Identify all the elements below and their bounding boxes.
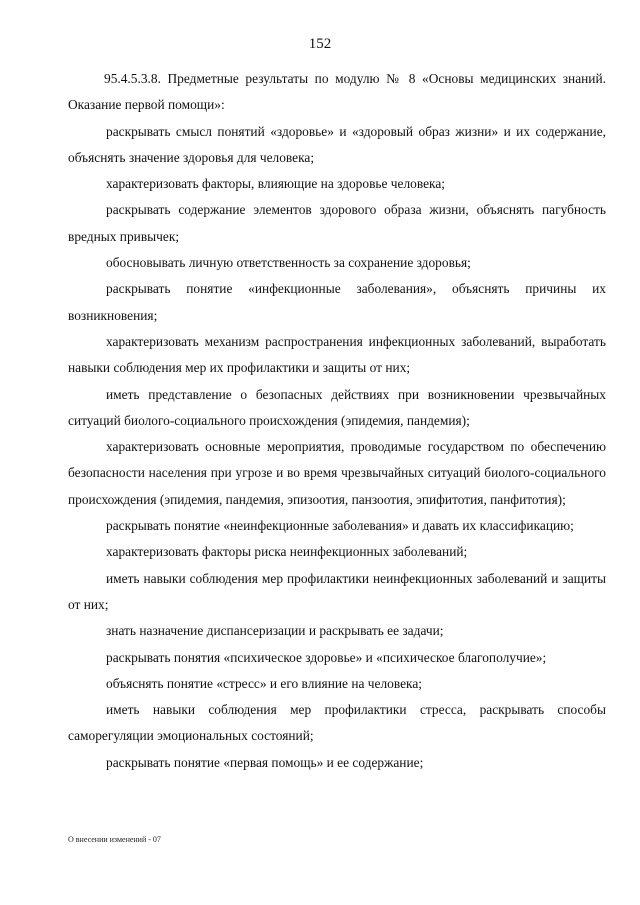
paragraph: знать назначение диспансеризации и раскрывать ее задачи; [106,623,444,639]
paragraph: раскрывать содержание элементов здорового образа жизни, объяснять пагубность вредных привычек; [68,202,606,244]
paragraph: характеризовать механизм распространения инфекционных заболеваний, выработать навыки соблюдения мер их профилактики и защиты от них; [68,333,606,376]
footer-note: О внесении изменений - 07 [68,835,161,844]
paragraph: характеризовать факторы риска неинфекционных заболеваний; [106,544,468,560]
paragraph: иметь навыки соблюдения мер профилактики неинфекционных заболеваний и защиты от них; [68,570,606,612]
section-heading: 95.4.5.3.8. Предметные результаты по модулю № 8 «Основы медицинских знаний. Оказание первой помощи»: [68,71,606,113]
paragraph: объяснять понятие «стресс» и его влияние на человека; [106,675,422,691]
paragraph: раскрывать смысл понятий «здоровье» и «здоровый образ жизни» и их содержание, объяснять значение здоровья для человека; [68,123,606,165]
paragraph: раскрывать понятия «психическое здоровье» и «психическое благополучие»; [106,649,547,665]
paragraph: раскрывать понятие «первая помощь» и ее содержание; [106,754,424,770]
paragraph: характеризовать основные мероприятия, проводимые государством по обеспечению безопасности населения при угрозе и во время чрезвычайных ситуаций биолого-социального происхождения (эпидемия, пандемия, эпизоотия, панзоотия, эпифитотия, панфитотия); [68,439,606,507]
paragraph: иметь навыки соблюдения мер профилактики стресса, раскрывать способы саморегуляции эмоциональных состояний; [68,702,606,744]
paragraph: раскрывать понятие «инфекционные заболевания», объяснять причины их возникновения; [68,281,606,323]
paragraph: характеризовать факторы, влияющие на здоровье человека; [106,176,446,192]
paragraph: раскрывать понятие «неинфекционные заболевания» и давать их классификацию; [106,518,574,534]
page-number: 152 [308,36,332,52]
paragraph: обосновывать личную ответственность за сохранение здоровья; [106,255,471,271]
paragraph: иметь представление о безопасных действиях при возникновении чрезвычайных ситуаций биолого-социального происхождения (эпидемия, пандемия); [68,386,606,428]
document-body [68,66,606,776]
